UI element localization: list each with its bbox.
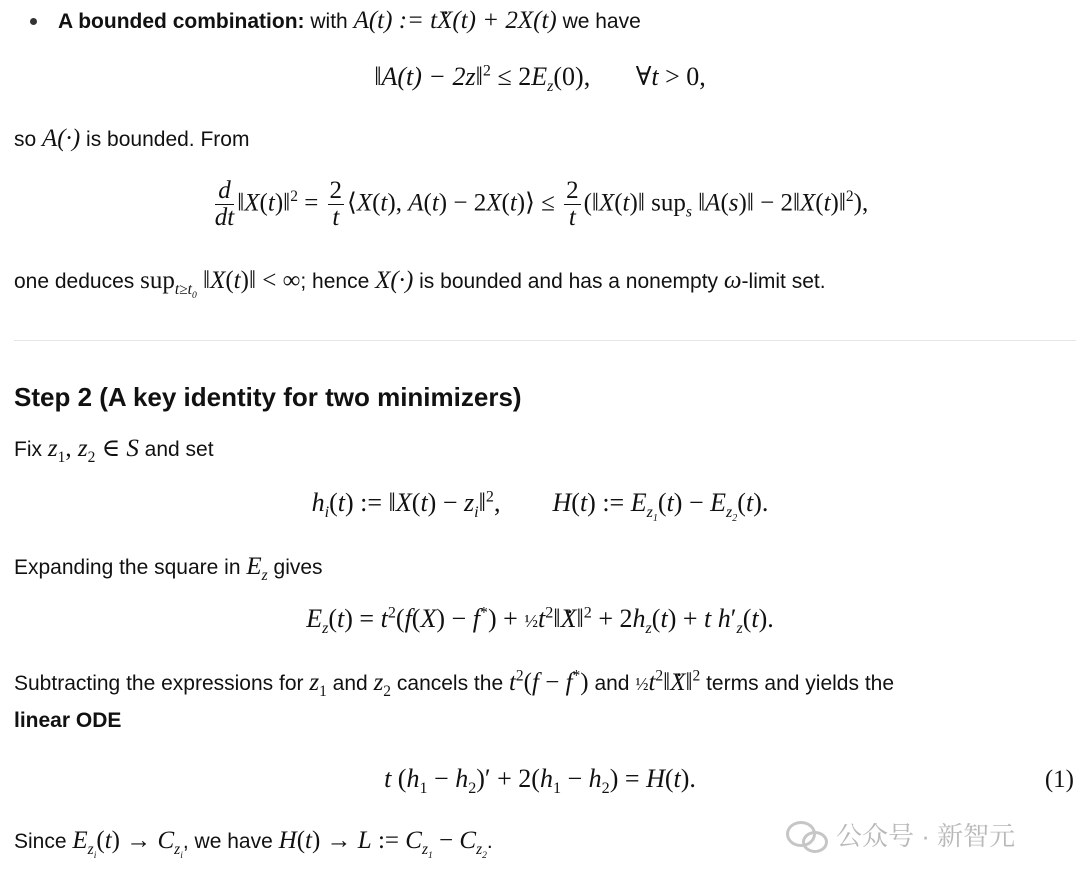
p7-text-1: Since [14, 830, 67, 853]
paragraph-expanding [14, 552, 323, 583]
p5-text-4: and [594, 672, 630, 695]
p5-math-kinetic: $\frac{1}{2}t^2‖$. X‖$^2$ [635, 669, 700, 696]
equation-linear-ode: t $(h_1 - h_2)' + 2(h_1 - h_2) = H(t)$. [384, 764, 696, 798]
p7-math-h: H(t) → L := $C_{z_1} - C_{z_2}$ [278, 827, 487, 862]
p3-text-2: and set [144, 438, 214, 461]
section-heading: Step 2 (A key identity for two minimizers) [14, 382, 522, 412]
p2-text-3: is bounded and has a nonempty [419, 270, 719, 293]
bullet-title: A bounded combination: [58, 10, 305, 33]
bullet-line [58, 6, 641, 37]
section-divider [14, 340, 1076, 341]
p5-math-f: $t^2(f - f^*)$ [508, 667, 589, 696]
paragraph-deduces [14, 266, 826, 302]
paragraph-linear-ode: linear ODE [14, 709, 122, 732]
p3-math: $z_1$, $z_2$ ∈ S [47, 435, 139, 466]
p1-text-2: is bounded. From [86, 128, 250, 151]
wechat-icon [786, 819, 826, 851]
p2-math-sup: sup$_{t\ge t_0}$ ‖X(t)‖ < ∞ [140, 267, 301, 302]
p5-math-z2: $z_2$ [373, 669, 392, 700]
paragraph-so [14, 124, 249, 155]
p7-text-3: . [486, 830, 493, 853]
p5-math-z1: $z_1$ [309, 669, 327, 700]
watermark [786, 816, 1015, 853]
paragraph-subtracting [14, 668, 894, 699]
equation-number: (1) [1044, 766, 1074, 793]
p2-text-2: ; hence [300, 270, 370, 293]
p2-math-omega: ω [723, 267, 742, 294]
paragraph-since [14, 826, 493, 862]
equation-definitions: $h_i(t)$ := ‖X(t) − $z_i‖^2$, H(t) := $E_{z_1}(t) - E_{z_2}(t)$. [311, 488, 769, 525]
watermark-text: 公众号 · 新智元 [836, 821, 1016, 851]
equation-expansion: $E_z(t) = t^2(f(X) - f^*)$ + $\frac{1}{2}t^2‖$. X‖$^2$ + $2h_z(t) + t$ $h'_z(t)$. [0, 604, 1080, 634]
p4-math: $E_z$ [246, 553, 268, 584]
p7-text-2: , we have [182, 830, 273, 853]
p3-text-1: Fix [14, 438, 42, 461]
p1-text-1: so [14, 128, 37, 151]
p2-math-x: X(·) [375, 267, 414, 294]
bullet-text-1: with [310, 10, 348, 33]
paragraph-fix [14, 434, 214, 465]
p7-math-limit: $E_{z_i}(t) \to C_{z_i}$ [72, 827, 183, 862]
equation-bounded: ‖A(t) − 2z‖$^2$ ≤ $2E_z(0)$, ∀t > 0, [374, 62, 706, 96]
p1-math: A(·) [42, 125, 81, 152]
p5-text-2: and [332, 672, 368, 695]
p4-text-2: gives [273, 556, 323, 579]
p5-text-1: Subtracting the expressions for [14, 672, 304, 695]
p5-text-5: terms and yields the [706, 672, 895, 695]
p4-text-1: Expanding the square in [14, 556, 241, 579]
bullet-text-2: we have [562, 10, 641, 33]
p2-text-4: -limit set. [741, 270, 826, 293]
p5-text-3: cancels the [396, 672, 504, 695]
equation-derivative: $\frac{d}{dt}$ ‖X(t)‖$^2$ = $\frac{2}{t}$ ⟨X(t), A(t) − 2X(t)⟩ ≤ $\frac{2}{t}$ (‖X(t)‖ sup$_s$ ‖A(s)‖ − 2‖X(t)‖$^2$), [214, 177, 869, 232]
list-bullet [30, 18, 37, 25]
bullet-definition-math: A(t) := t. X(t) + 2X(t) [354, 7, 557, 34]
p2-text-1: one deduces [14, 270, 135, 293]
